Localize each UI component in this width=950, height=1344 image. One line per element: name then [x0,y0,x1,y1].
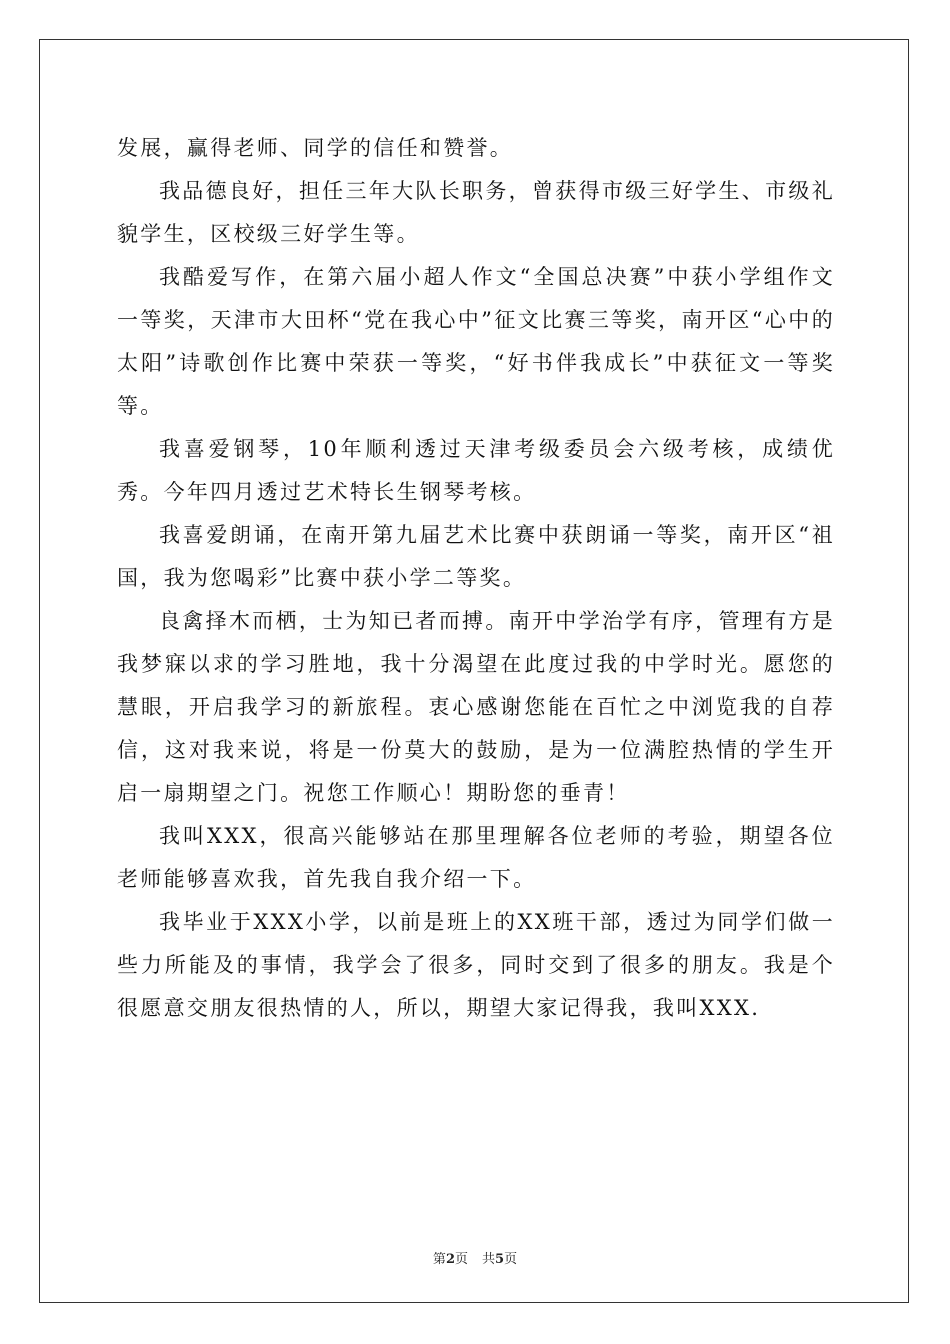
paragraph-4: 我喜爱钢琴，10年顺利透过天津考级委员会六级考核，成绩优秀。今年四月透过艺术特长生钢琴考核。 [117,437,835,504]
total-pages: 5 [495,1252,505,1267]
page-prefix: 第 [432,1252,446,1267]
paragraph-5: 我喜爱朗诵，在南开第九届艺术比赛中获朗诵一等奖，南开区“祖国，我为您喝彩”比赛中获小学二等奖。 [117,523,835,590]
total-suffix: 页 [504,1252,518,1267]
document-body [117,127,835,1030]
page-suffix: 页 [454,1252,468,1267]
total-prefix: 共 [482,1252,496,1267]
paragraph-6: 良禽择木而栖，士为知已者而搏。南开中学治学有序，管理有方是我梦寐以求的学习胜地，我十分渴望在此度过我的中学时光。愿您的慧眼，开启我学习的新旅程。衷心感谢您能在百忙之中浏览我的自荐信，这对我来说，将是一份莫大的鼓励，是为一位满腔热情的学生开启一扇期望之门。祝您工作顺心！期盼您的垂青！ [117,609,835,805]
page-number: 2 [445,1252,455,1267]
paragraph-2: 我品德良好，担任三年大队长职务，曾获得市级三好学生、市级礼貌学生，区校级三好学生等。 [117,179,835,246]
paragraph-8: 我毕业于XXX小学，以前是班上的XX班干部，透过为同学们做一些力所能及的事情，我学会了很多，同时交到了很多的朋友。我是个很愿意交朋友很热情的人，所以，期望大家记得我，我叫XXX. [117,910,835,1020]
paragraph-1: 发展，赢得老师、同学的信任和赞誉。 [117,136,514,160]
page-footer [0,1248,950,1267]
paragraph-7: 我叫XXX，很高兴能够站在那里理解各位老师的考验，期望各位老师能够喜欢我，首先我自我介绍一下。 [117,824,835,891]
paragraph-3: 我酷爱写作，在第六届小超人作文“全国总决赛”中获小学组作文一等奖，天津市大田杯“党在我心中”征文比赛三等奖，南开区“心中的太阳”诗歌创作比赛中荣获一等奖，“好书伴我成长”中获征文一等奖等。 [117,265,835,418]
